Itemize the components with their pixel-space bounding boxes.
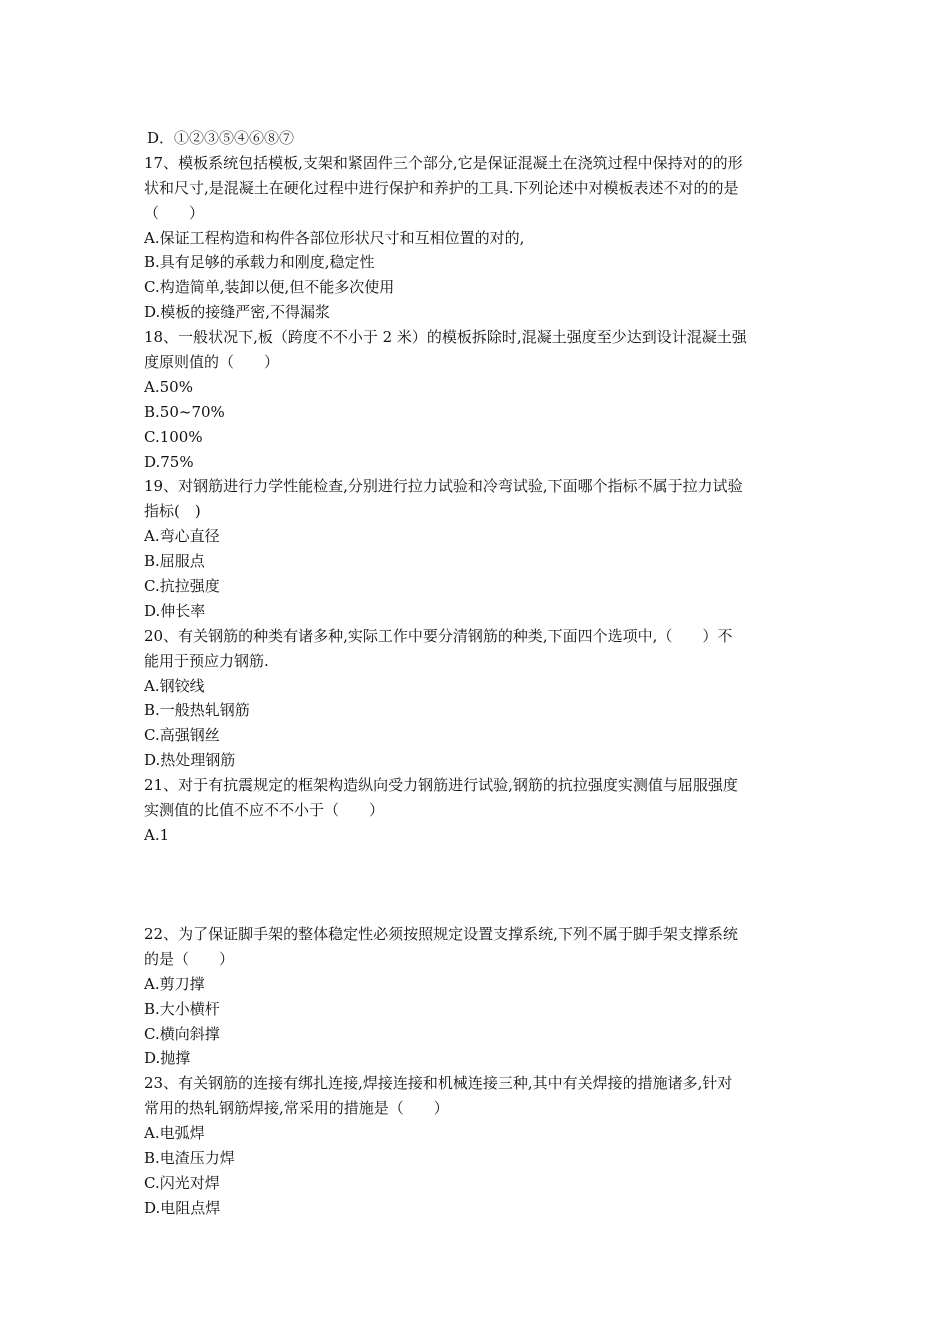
question-23-line-1: 23、有关钢筋的连接有绑扎连接,焊接连接和机械连接三种,其中有关焊接的措施诸多,针对 xyxy=(144,1074,733,1093)
option-line: A.电弧焊 xyxy=(144,1124,205,1143)
question-17-line-3: （ ） xyxy=(144,203,205,222)
option-line: B.屈服点 xyxy=(144,552,205,571)
option-line: C.闪光对焊 xyxy=(144,1173,220,1192)
option-line: C.高强钢丝 xyxy=(144,726,220,745)
option-line: D.电阻点焊 xyxy=(144,1198,221,1217)
question-21-line-2: 实测值的比值不应不不小于（ ） xyxy=(144,801,385,820)
question-20-line-1: 20、有关钢筋的种类有诸多种,实际工作中要分清钢筋的种类,下面四个选项中,（ ）不 xyxy=(144,626,733,645)
option-line: A.剪刀撑 xyxy=(144,974,205,993)
option-line: C.100% xyxy=(144,427,203,446)
question-18-line-1: 18、一般状况下,板（跨度不不小于 2 米）的模板拆除时,混凝土强度至少达到设计混凝土强 xyxy=(144,328,747,347)
option-line: D.抛撑 xyxy=(144,1049,191,1068)
option-line: A.1 xyxy=(144,825,170,844)
option-line: B.大小横杆 xyxy=(144,999,220,1018)
option-line: D.热处理钢筋 xyxy=(144,751,236,770)
question-18-line-2: 度原则值的（ ） xyxy=(144,353,280,372)
option-line: D.75% xyxy=(144,452,194,471)
option-line: A.保证工程构造和构件各部位形状尺寸和互相位置的对的, xyxy=(144,228,525,247)
question-19-line-1: 19、对钢筋进行力学性能检查,分别进行拉力试验和冷弯试验,下面哪个指标不属于拉力试验 xyxy=(144,477,743,496)
option-line: B.具有足够的承载力和刚度,稳定性 xyxy=(144,253,375,272)
option-line: B.50~70% xyxy=(144,402,225,421)
question-block-bottom xyxy=(144,922,814,1221)
option-line: A.50% xyxy=(144,377,193,396)
option-line: D.伸长率 xyxy=(144,601,206,620)
option-line: A.弯心直径 xyxy=(144,527,220,546)
option-line: C.横向斜撑 xyxy=(144,1024,220,1043)
option-line: B.一般热轧钢筋 xyxy=(144,701,250,720)
question-17-line-2: 状和尺寸,是混凝土在硬化过程中进行保护和养护的工具.下列论述中对模板表述不对的的是 xyxy=(144,178,739,197)
question-23-line-2: 常用的热轧钢筋焊接,常采用的措施是（ ） xyxy=(144,1099,449,1118)
option-line: C.构造简单,装卸以便,但不能多次使用 xyxy=(144,278,395,297)
option-line: A.钢铰线 xyxy=(144,676,205,695)
question-22-line-1: 22、为了保证脚手架的整体稳定性必须按照规定设置支撑系统,下列不属于脚手架支撑系统 xyxy=(144,925,738,943)
option-line: C.抗拉强度 xyxy=(144,577,220,596)
option-line: D．①②③⑤④⑥⑧⑦ xyxy=(147,129,295,147)
question-22-line-2: 的是（ ） xyxy=(144,949,235,968)
question-19-line-2: 指标( ) xyxy=(144,502,201,521)
question-block-top xyxy=(144,126,814,848)
option-line: B.电渣压力焊 xyxy=(144,1149,235,1168)
question-20-line-2: 能用于预应力钢筋. xyxy=(144,651,269,670)
question-17-line-1: 17、模板系统包括模板,支架和紧固件三个部分,它是保证混凝土在浇筑过程中保持对的的形 xyxy=(144,153,743,172)
question-21-line-1: 21、对于有抗震规定的框架构造纵向受力钢筋进行试验,钢筋的抗拉强度实测值与屈服强度 xyxy=(144,776,738,795)
option-line: D.模板的接缝严密,不得漏浆 xyxy=(144,303,331,322)
